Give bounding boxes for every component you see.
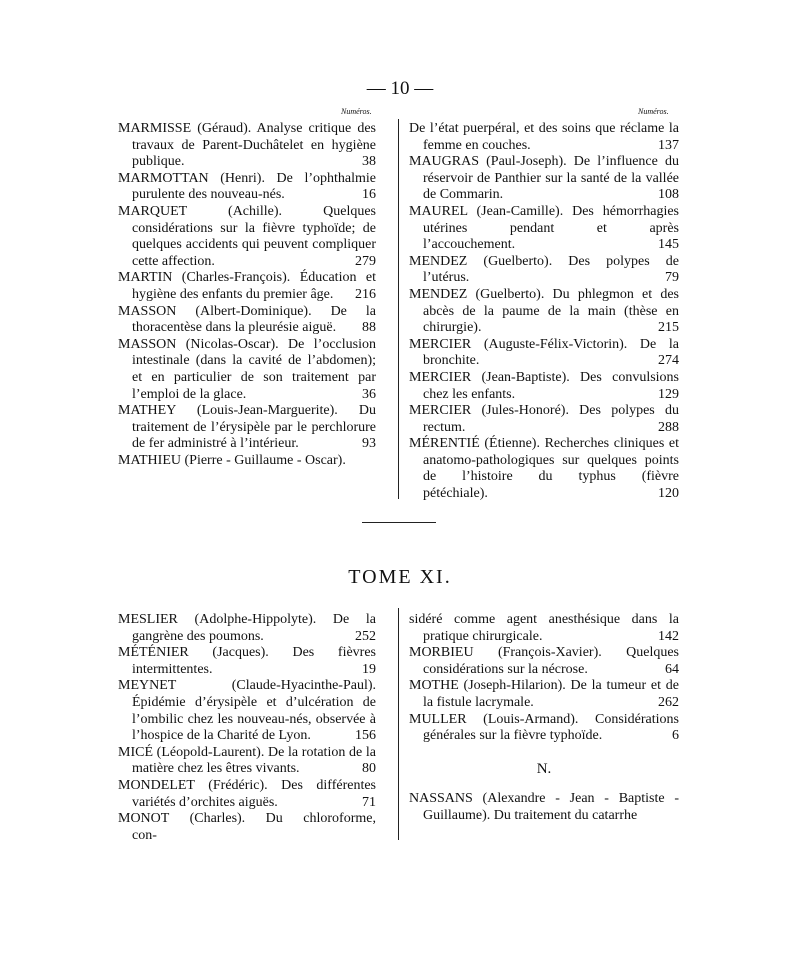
index-column-bottom-right bbox=[409, 612, 679, 825]
entry-text: MERCIER (Jules-Honoré). Des polypes du rectum. bbox=[409, 403, 679, 435]
index-entry bbox=[118, 811, 376, 844]
index-entry-continuation bbox=[409, 612, 679, 645]
entry-text: MERCIER (Jean-Baptiste). Des convulsions chez les enfants. bbox=[409, 369, 679, 402]
index-entry bbox=[409, 403, 679, 436]
entry-text: MASSON (Albert-Dominique). De la thoracentèse dans la pleurésie aiguë. bbox=[118, 303, 376, 336]
index-entry bbox=[118, 612, 376, 645]
index-entry bbox=[409, 287, 679, 337]
entry-text: MULLER (Louis-Armand). Considérations générales sur la fièvre typhoïde. bbox=[409, 711, 679, 744]
entry-number: 80 bbox=[362, 761, 376, 777]
entry-text: MÉTÉNIER (Jacques). Des fièvres intermittentes. bbox=[118, 645, 376, 677]
entry-number: 38 bbox=[362, 154, 376, 170]
entry-number: 16 bbox=[362, 187, 376, 203]
index-entry bbox=[409, 436, 679, 502]
entry-number: 64 bbox=[665, 661, 679, 677]
entry-number: 156 bbox=[355, 728, 376, 744]
index-entry bbox=[409, 204, 679, 254]
index-entry bbox=[118, 403, 376, 453]
index-entry bbox=[409, 154, 679, 204]
index-entry bbox=[118, 270, 376, 303]
entry-number: 19 bbox=[362, 661, 376, 677]
column-divider-bottom bbox=[398, 608, 399, 840]
entry-number: 262 bbox=[658, 694, 679, 710]
index-column-top-left bbox=[118, 121, 376, 469]
entry-text: MEYNET (Claude-Hyacinthe-Paul). Épidémie d’érysipèle et d’ulcération de l’ombilic chez les nouveau-nés, observée à l’hospice de la Charité de Lyon. bbox=[118, 678, 376, 744]
index-entry bbox=[409, 254, 679, 287]
index-entry bbox=[118, 121, 376, 171]
index-entry bbox=[118, 745, 376, 778]
entry-text: MÉRENTIÉ (Étienne). Recherches cliniques et anatomo-pathologiques sur quelques points de l’histoire du typhus (fièvre pétéchiale). bbox=[409, 436, 679, 502]
index-entry bbox=[118, 645, 376, 678]
entry-text: MAUGRAS (Paul-Joseph). De l’influence du réservoir de Panthier sur la santé de la vallée de Commarin. bbox=[409, 154, 679, 203]
entry-text: MORBIEU (François-Xavier). Quelques considérations sur la nécrose. bbox=[409, 645, 679, 677]
entry-text: NASSANS (Alexandre - Jean - Baptiste - Guillaume). Du traitement du catarrhe bbox=[409, 791, 679, 823]
entry-text: MICÉ (Léopold-Laurent). De la rotation de la matière chez les êtres vivants. bbox=[118, 744, 376, 777]
entry-text: MARQUET (Achille). Quelques considérations sur la fièvre typhoïde; de quelques accidents qui peuvent compliquer cette affection. bbox=[118, 203, 376, 269]
column-label-right: Numéros. bbox=[638, 107, 669, 116]
entry-number: 36 bbox=[362, 386, 376, 402]
index-entry bbox=[409, 712, 679, 745]
section-separator bbox=[362, 522, 436, 523]
page-number: — 10 — bbox=[366, 78, 434, 99]
entry-text: MENDEZ (Guelberto). Du phlegmon et des abcès de la paume de la main (thèse en chirurgie). bbox=[409, 286, 679, 336]
entry-text: MENDEZ (Guelberto). Des polypes de l’utérus. bbox=[409, 253, 679, 286]
entry-number: 108 bbox=[658, 187, 679, 203]
entry-number: 288 bbox=[658, 419, 679, 435]
entry-text: MOTHE (Joseph-Hilarion). De la tumeur et de la fistule lacrymale. bbox=[409, 678, 679, 710]
index-entry bbox=[118, 204, 376, 270]
index-entry bbox=[118, 337, 376, 403]
index-entry bbox=[409, 370, 679, 403]
index-entry bbox=[409, 645, 679, 678]
entry-text: sidéré comme agent anesthésique dans la pratique chirurgicale. bbox=[409, 612, 679, 644]
tome-heading: TOME XI. bbox=[348, 566, 452, 588]
entry-number: 137 bbox=[658, 137, 679, 153]
index-entry bbox=[409, 678, 679, 711]
index-entry bbox=[118, 453, 376, 470]
entry-text: MARMISSE (Géraud). Analyse critique des travaux de Parent-Duchâtelet en hygiène publique. bbox=[118, 121, 376, 170]
entry-text: MATHIEU (Pierre - Guillaume - Oscar). bbox=[118, 452, 346, 468]
entry-text: MESLIER (Adolphe-Hippolyte). De la gangrène des poumons. bbox=[118, 612, 376, 644]
index-entry bbox=[409, 337, 679, 370]
entry-text: MONOT (Charles). Du chloroforme, con- bbox=[118, 811, 376, 843]
entry-number: 145 bbox=[658, 237, 679, 253]
column-divider-top bbox=[398, 119, 399, 499]
index-entry bbox=[118, 778, 376, 811]
entry-number: 71 bbox=[362, 794, 376, 810]
entry-text: MARMOTTAN (Henri). De l’ophthalmie purulente des nouveau-nés. bbox=[118, 170, 376, 203]
index-column-bottom-left bbox=[118, 612, 376, 844]
entry-number: 6 bbox=[672, 728, 679, 744]
index-column-top-right bbox=[409, 121, 679, 503]
entry-number: 216 bbox=[355, 286, 376, 302]
entry-number: 120 bbox=[658, 486, 679, 502]
entry-number: 215 bbox=[658, 320, 679, 336]
column-label-left: Numéros. bbox=[341, 107, 372, 116]
index-entry-continuation bbox=[409, 121, 679, 154]
entry-number: 88 bbox=[362, 320, 376, 336]
entry-number: 79 bbox=[665, 270, 679, 286]
letter-heading: N. bbox=[536, 760, 552, 777]
entry-number: 279 bbox=[355, 253, 376, 269]
entry-number: 129 bbox=[658, 386, 679, 402]
index-entry bbox=[118, 171, 376, 204]
entry-text: MASSON (Nicolas-Oscar). De l’occlusion intestinale (dans la cavité de l’abdomen); et en particulier de son traitement par l’emploi de la glace. bbox=[118, 336, 376, 402]
index-entry bbox=[118, 678, 376, 744]
entry-number: 252 bbox=[355, 628, 376, 644]
index-entry bbox=[118, 304, 376, 337]
entry-number: 93 bbox=[362, 436, 376, 452]
entry-number: 274 bbox=[658, 353, 679, 369]
entry-text: De l’état puerpéral, et des soins que réclame la femme en couches. bbox=[409, 121, 679, 153]
entry-number: 142 bbox=[658, 628, 679, 644]
entry-text: MONDELET (Frédéric). Des différentes variétés d’orchites aiguës. bbox=[118, 777, 376, 810]
entry-text: MAUREL (Jean-Camille). Des hémorrhagies utérines pendant et après l’accouchement. bbox=[409, 203, 679, 253]
entry-text: MERCIER (Auguste-Félix-Victorin). De la bronchite. bbox=[409, 336, 679, 369]
entry-text: MARTIN (Charles-François). Éducation et hygiène des enfants du premier âge. bbox=[118, 270, 376, 302]
entry-text: MATHEY (Louis-Jean-Marguerite). Du traitement de l’érysipèle par le perchlorure de fer administré à l’intérieur. bbox=[118, 403, 376, 452]
index-entry bbox=[409, 791, 679, 824]
